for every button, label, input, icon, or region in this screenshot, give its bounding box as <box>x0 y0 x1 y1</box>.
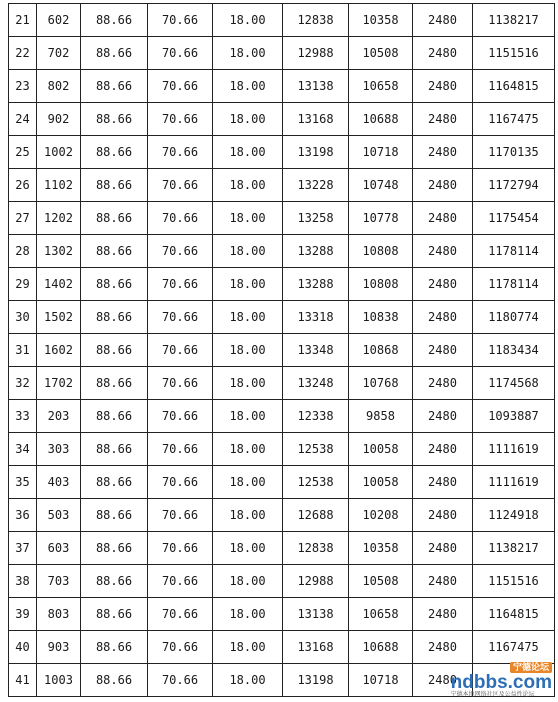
table-cell: 18.00 <box>213 400 283 433</box>
table-row <box>9 532 555 565</box>
table-row <box>9 334 555 367</box>
table-cell: 23 <box>9 70 37 103</box>
table-cell: 70.66 <box>148 70 213 103</box>
table-cell: 2480 <box>413 334 473 367</box>
table-cell: 1178114 <box>473 268 555 301</box>
table-cell: 33 <box>9 400 37 433</box>
table-cell: 18.00 <box>213 598 283 631</box>
table-cell: 12838 <box>283 4 349 37</box>
table-cell: 1003 <box>37 664 81 697</box>
table-cell: 28 <box>9 235 37 268</box>
table-cell: 10778 <box>349 202 413 235</box>
table-cell: 2480 <box>413 532 473 565</box>
table-cell: 31 <box>9 334 37 367</box>
table-cell: 18.00 <box>213 334 283 367</box>
table-cell: 10718 <box>349 136 413 169</box>
table-cell: 1138217 <box>473 532 555 565</box>
table-cell: 88.66 <box>81 235 148 268</box>
table-cell: 70.66 <box>148 4 213 37</box>
table-cell: 303 <box>37 433 81 466</box>
watermark-logo <box>451 662 552 698</box>
table-cell: 1164815 <box>473 70 555 103</box>
table-cell: 88.66 <box>81 202 148 235</box>
table-cell: 70.66 <box>148 400 213 433</box>
table-cell: 503 <box>37 499 81 532</box>
table-cell: 2480 <box>413 103 473 136</box>
table-cell: 1402 <box>37 268 81 301</box>
table-cell: 10358 <box>349 4 413 37</box>
table-cell: 13228 <box>283 169 349 202</box>
table-cell: 24 <box>9 103 37 136</box>
table-cell: 18.00 <box>213 499 283 532</box>
table-cell: 18.00 <box>213 565 283 598</box>
table-cell: 26 <box>9 169 37 202</box>
table-cell: 70.66 <box>148 664 213 697</box>
table-cell: 10508 <box>349 37 413 70</box>
table-cell: 18.00 <box>213 532 283 565</box>
table-cell: 88.66 <box>81 136 148 169</box>
table-cell: 13168 <box>283 631 349 664</box>
table-cell: 30 <box>9 301 37 334</box>
table-cell: 88.66 <box>81 631 148 664</box>
watermark-text: ndbbs.com <box>450 672 552 693</box>
table-cell: 1151516 <box>473 37 555 70</box>
table-cell: 34 <box>9 433 37 466</box>
table-cell: 2480 <box>413 202 473 235</box>
table-cell: 88.66 <box>81 169 148 202</box>
table-cell: 1502 <box>37 301 81 334</box>
table-cell: 38 <box>9 565 37 598</box>
table-cell: 18.00 <box>213 466 283 499</box>
table-cell: 18.00 <box>213 169 283 202</box>
table-cell: 70.66 <box>148 631 213 664</box>
table-cell: 2480 <box>413 598 473 631</box>
watermark-tagline: 宁德本地网络社区及公益性论坛 <box>450 692 535 698</box>
table-cell: 10358 <box>349 532 413 565</box>
table-cell: 88.66 <box>81 103 148 136</box>
table-cell: 403 <box>37 466 81 499</box>
table-cell: 1202 <box>37 202 81 235</box>
table-cell: 32 <box>9 367 37 400</box>
table-cell: 88.66 <box>81 70 148 103</box>
table-cell: 88.66 <box>81 433 148 466</box>
table-cell: 2480 <box>413 4 473 37</box>
table-cell: 70.66 <box>148 202 213 235</box>
table-cell: 2480 <box>413 499 473 532</box>
table-cell: 18.00 <box>213 4 283 37</box>
table-cell: 70.66 <box>148 334 213 367</box>
table-cell: 12988 <box>283 565 349 598</box>
table-cell: 10868 <box>349 334 413 367</box>
table-cell: 12688 <box>283 499 349 532</box>
table-cell: 13138 <box>283 70 349 103</box>
table-cell: 88.66 <box>81 367 148 400</box>
table-cell: 18.00 <box>213 433 283 466</box>
table-row <box>9 631 555 664</box>
table-cell: 18.00 <box>213 235 283 268</box>
table-cell: 88.66 <box>81 301 148 334</box>
table-cell: 25 <box>9 136 37 169</box>
table-cell: 2480 <box>413 400 473 433</box>
table-cell: 903 <box>37 631 81 664</box>
table-cell: 40 <box>9 631 37 664</box>
table-row <box>9 37 555 70</box>
table-cell: 70.66 <box>148 235 213 268</box>
table-cell: 18.00 <box>213 301 283 334</box>
table-cell: 12988 <box>283 37 349 70</box>
table-cell: 88.66 <box>81 4 148 37</box>
table-row <box>9 466 555 499</box>
table-cell: 1093887 <box>473 400 555 433</box>
table-cell: 70.66 <box>148 268 213 301</box>
table-cell: 10688 <box>349 631 413 664</box>
table-cell: 2480 <box>413 169 473 202</box>
table-cell: 13248 <box>283 367 349 400</box>
table-cell: 13138 <box>283 598 349 631</box>
table-cell: 1151516 <box>473 565 555 598</box>
table-cell: 1178114 <box>473 235 555 268</box>
table-cell: 1102 <box>37 169 81 202</box>
table-cell: 902 <box>37 103 81 136</box>
table-cell: 10768 <box>349 367 413 400</box>
table-cell: 2480 <box>413 367 473 400</box>
table-cell: 2480 <box>413 268 473 301</box>
table-cell: 13288 <box>283 235 349 268</box>
table-body <box>9 4 555 697</box>
table-cell: 88.66 <box>81 598 148 631</box>
table-cell: 22 <box>9 37 37 70</box>
table-cell: 2480 <box>413 301 473 334</box>
table-row <box>9 367 555 400</box>
table-cell: 70.66 <box>148 301 213 334</box>
table-cell: 1138217 <box>473 4 555 37</box>
table-cell: 9858 <box>349 400 413 433</box>
table-cell: 70.66 <box>148 532 213 565</box>
table-row <box>9 598 555 631</box>
table-cell: 2480 <box>413 235 473 268</box>
table-cell: 12838 <box>283 532 349 565</box>
table-cell: 39 <box>9 598 37 631</box>
table-cell: 88.66 <box>81 664 148 697</box>
table-row <box>9 301 555 334</box>
table-cell: 13198 <box>283 664 349 697</box>
table-cell: 27 <box>9 202 37 235</box>
table-cell: 10808 <box>349 235 413 268</box>
table-cell: 88.66 <box>81 334 148 367</box>
table-cell: 41 <box>9 664 37 697</box>
table-cell: 1175454 <box>473 202 555 235</box>
table-cell: 10508 <box>349 565 413 598</box>
data-table <box>8 3 555 697</box>
table-cell: 1167475 <box>473 103 555 136</box>
table-cell: 802 <box>37 70 81 103</box>
table-cell: 1170135 <box>473 136 555 169</box>
table-cell: 29 <box>9 268 37 301</box>
table-cell: 18.00 <box>213 136 283 169</box>
table-cell: 70.66 <box>148 433 213 466</box>
table-cell: 2480 <box>413 664 473 697</box>
table-cell: 18.00 <box>213 202 283 235</box>
table-cell: 10208 <box>349 499 413 532</box>
table-cell: 2480 <box>413 631 473 664</box>
table-cell: 10718 <box>349 664 413 697</box>
table-cell: 10748 <box>349 169 413 202</box>
table-cell: 803 <box>37 598 81 631</box>
table-cell: 70.66 <box>148 499 213 532</box>
table-cell: 88.66 <box>81 466 148 499</box>
table-cell: 70.66 <box>148 169 213 202</box>
table-cell: 35 <box>9 466 37 499</box>
table-cell: 70.66 <box>148 37 213 70</box>
table-cell: 70.66 <box>148 466 213 499</box>
table-cell: 1167475 <box>473 631 555 664</box>
table-cell: 18.00 <box>213 367 283 400</box>
table-cell: 70.66 <box>148 565 213 598</box>
table-cell: 18.00 <box>213 70 283 103</box>
table-cell: 13198 <box>283 136 349 169</box>
table-cell: 88.66 <box>81 37 148 70</box>
table-cell: 70.66 <box>148 367 213 400</box>
table-cell: 13318 <box>283 301 349 334</box>
table-cell: 12338 <box>283 400 349 433</box>
table-cell: 1164815 <box>473 598 555 631</box>
table-cell: 18.00 <box>213 664 283 697</box>
table-cell: 1124918 <box>473 499 555 532</box>
table-cell: 10808 <box>349 268 413 301</box>
table-cell: 88.66 <box>81 400 148 433</box>
table-row <box>9 235 555 268</box>
table-row <box>9 136 555 169</box>
table-cell: 12538 <box>283 466 349 499</box>
table-cell: 1111619 <box>473 466 555 499</box>
table-cell: 10058 <box>349 433 413 466</box>
table-cell: 1002 <box>37 136 81 169</box>
table-cell: 12538 <box>283 433 349 466</box>
table-row <box>9 202 555 235</box>
table-cell: 88.66 <box>81 268 148 301</box>
table-cell: 603 <box>37 532 81 565</box>
table-cell: 2480 <box>413 70 473 103</box>
table-cell: 2480 <box>413 565 473 598</box>
table-cell: 1174568 <box>473 367 555 400</box>
table-cell: 36 <box>9 499 37 532</box>
table-cell: 1172794 <box>473 169 555 202</box>
table-cell: 70.66 <box>148 598 213 631</box>
table-cell: 70.66 <box>148 136 213 169</box>
table-cell: 602 <box>37 4 81 37</box>
table-cell: 1111619 <box>473 433 555 466</box>
table-cell: 13168 <box>283 103 349 136</box>
table-cell: 1702 <box>37 367 81 400</box>
watermark-badge: 宁德论坛 <box>510 662 552 673</box>
table-cell: 13288 <box>283 268 349 301</box>
table-cell: 1302 <box>37 235 81 268</box>
table-cell: 1602 <box>37 334 81 367</box>
table-cell: 2480 <box>413 37 473 70</box>
table-cell: 1183434 <box>473 334 555 367</box>
table-cell: 10688 <box>349 103 413 136</box>
table-row <box>9 499 555 532</box>
table-cell: 1180774 <box>473 301 555 334</box>
table-cell: 21 <box>9 4 37 37</box>
table-row <box>9 268 555 301</box>
table-cell: 2480 <box>413 433 473 466</box>
table-cell: 37 <box>9 532 37 565</box>
table-row <box>9 70 555 103</box>
table-cell: 203 <box>37 400 81 433</box>
table-cell: 2480 <box>413 466 473 499</box>
table-cell: 13348 <box>283 334 349 367</box>
table-row <box>9 169 555 202</box>
table-cell: 18.00 <box>213 268 283 301</box>
table-cell: 88.66 <box>81 499 148 532</box>
table-cell: 18.00 <box>213 631 283 664</box>
table-row <box>9 433 555 466</box>
table-cell: 10658 <box>349 70 413 103</box>
table-cell: 18.00 <box>213 103 283 136</box>
table-cell: 18.00 <box>213 37 283 70</box>
table-cell: 703 <box>37 565 81 598</box>
table-row <box>9 103 555 136</box>
table-cell: 10058 <box>349 466 413 499</box>
table-row <box>9 4 555 37</box>
table-cell: 88.66 <box>81 532 148 565</box>
table-cell: 10658 <box>349 598 413 631</box>
table-cell: 13258 <box>283 202 349 235</box>
table-cell: 2480 <box>413 136 473 169</box>
table-cell: 88.66 <box>81 565 148 598</box>
table-cell: 70.66 <box>148 103 213 136</box>
table-cell: 702 <box>37 37 81 70</box>
table-cell: 10838 <box>349 301 413 334</box>
table-row <box>9 565 555 598</box>
table-row <box>9 400 555 433</box>
